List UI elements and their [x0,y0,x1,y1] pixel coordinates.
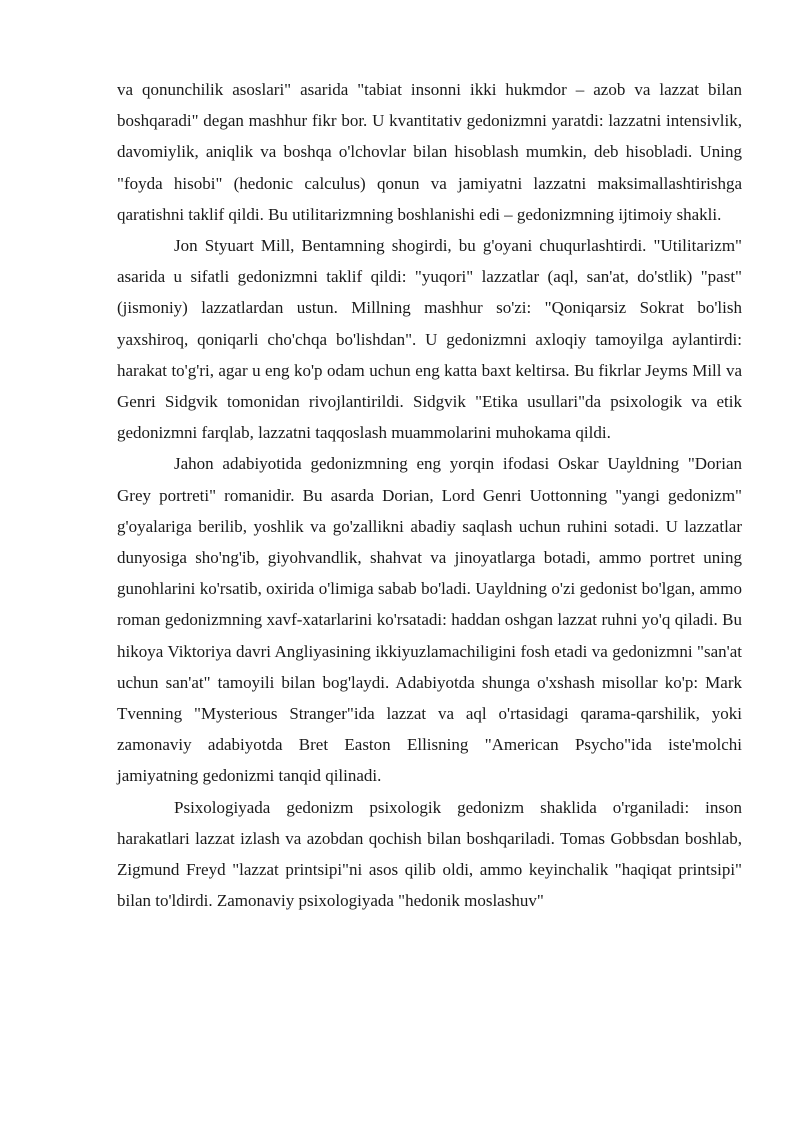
paragraph-mill: Jon Styuart Mill, Bentamning shogirdi, bu g'oyani chuqurlashtirdi. "Utilitarizm" asarida u sifatli gedonizmni taklif qildi: "yuqori" lazzatlar (aql, san'at, do'stlik) "past" (jismoniy) lazzatlardan ustun. Millning mashhur so'zi: "Qoniqarsiz Sokrat bo'lish yaxshiroq, qoniqarli cho'chqa bo'lishdan". U gedonizmni axloqiy tamoyilga aylantirdi: harakat to'g'ri, agar u eng ko'p odam uchun eng katta baxt keltirsa. Bu fikrlar Jeyms Mill va Genri Sidgvik tomonidan rivojlantirildi. Sidgvik "Etika usullari"da psixologik va etik gedonizmni farqlab, lazzatni taqqoslash muammolarini muhokama qildi. [117,236,742,443]
document-page [117,74,742,916]
paragraph-bentham-continuation: va qonunchilik asoslari" asarida "tabiat insonni ikki hukmdor – azob va lazzat bilan boshqaradi" degan mashhur fikr bor. U kvantitativ gedonizmni yaratdi: lazzatni intensivlik, davomiylik, aniqlik va boshqa o'lchovlar bilan hisoblash mumkin, deb hisobladi. Uning "foyda hisobi" (hedonic calculus) qonun va jamiyatni lazzatni maksimallashtirishga qaratishni taklif qildi. Bu utilitarizmning boshlanishi edi – gedonizmning ijtimoiy shakli. [117,80,742,224]
paragraph-psychology: Psixologiyada gedonizm psixologik gedonizm shaklida o'rganiladi: inson harakatlari lazzat izlash va azobdan qochish bilan boshqariladi. Tomas Gobbsdan boshlab, Zigmund Freyd "lazzat printsipi"ni asos qilib oldi, ammo keyinchalik "haqiqat printsipi" bilan to'ldirdi. Zamonaviy psixologiyada "hedonik moslashuv" [117,797,742,911]
paragraph-wilde: Jahon adabiyotida gedonizmning eng yorqin ifodasi Oskar Uayldning "Dorian Grey portreti" romanidir. Bu asarda Dorian, Lord Genri Uottonning "yangi gedonizm" g'oyalariga berilib, yoshlik va go'zallikni abadiy saqlash uchun ruhini sotadi. U lazzatlar dunyosiga sho'ng'ib, giyohvandlik, shahvat va jinoyatlarga botadi, ammo portret uning gunohlarini ko'rsatib, oxirida o'limiga sabab bo'ladi. Uayldning o'zi gedonist bo'lgan, ammo roman gedonizmning xavf-xatarlarini ko'rsatadi: haddan oshgan lazzat ruhni yo'q qiladi. Bu hikoya Viktoriya davri Angliyasining ikkiyuzlamachiligini fosh etadi va gedonizmni "san'at uchun san'at" tamoyili bilan bog'laydi. Adabiyotda shunga o'xshash misollar ko'p: Mark Tvenning "Mysterious Stranger"ida lazzat va aql o'rtasidagi qarama-qarshilik, yoki zamonaviy adabiyotda Bret Easton Ellisning "American Psycho"ida iste'molchi jamiyatning gedonizmi tanqid qilinadi. [117,454,742,786]
